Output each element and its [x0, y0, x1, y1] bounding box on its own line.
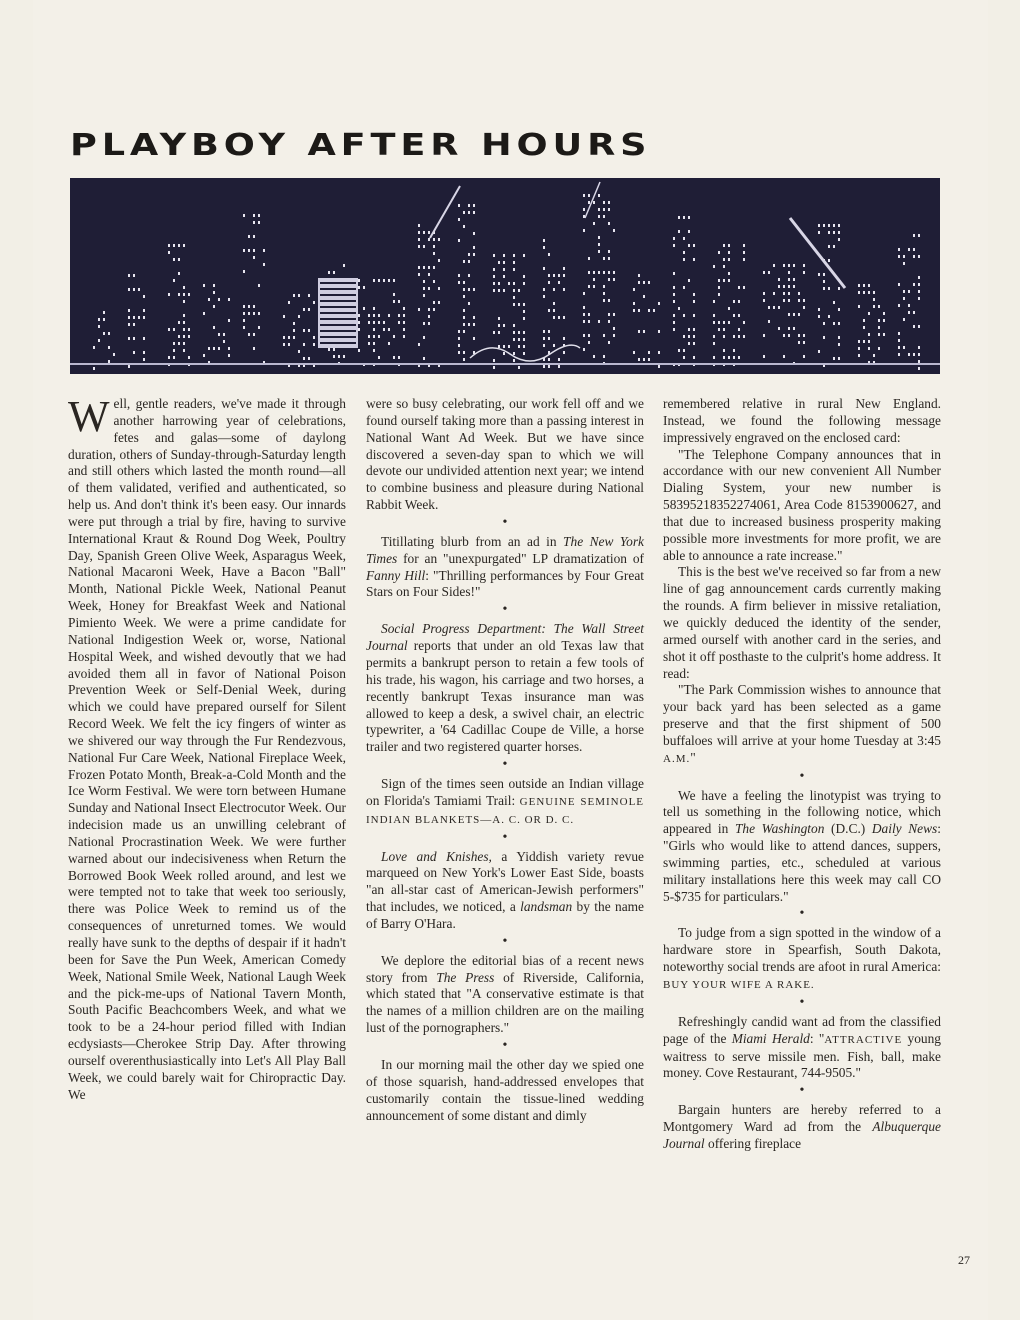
text-run: (D.C.): [824, 821, 872, 837]
text-run: reports that under an old Texas law that permits a bankrupt person to retain a few tools of his trade, his wagon, his carriage and two horses, a recently bankrupt Texas insurance man was allowed to keep a desk, a swivel chair, an electric typewriter, a '64 Cadillac Coupe de Ville, a horse trailer and two registered quarter horses.: [366, 638, 644, 755]
text-run: for an "unexpurgated" LP dramatization of: [397, 550, 644, 566]
city-skyline-image: [70, 178, 940, 374]
separator-dot: •: [799, 1083, 805, 1099]
separator-dot: •: [502, 829, 508, 845]
paragraph-text: remembered relative in rural New England. Instead, we found the following message impressively engraved on the enclosed card:: [663, 396, 941, 445]
separator-dot: •: [502, 933, 508, 949]
text-run: : "Girls who would like to attend dances, suppers, swimming parties, etc., scheduled at various military installations here this week may call CO 5-$735 for particulars.": [663, 821, 941, 904]
column-3: [663, 396, 941, 1153]
article-paragraph: [366, 849, 644, 933]
paragraph-text: "The Telephone Company announces that in accordance with our new convenient All Number Dialing System, your new number is 58395218352274061, Area Code 8153900627, and that due to increased business prosperity making possible more investments for more profit, we are able to announce a rate increase.": [663, 446, 941, 563]
article-paragraph: [663, 925, 941, 993]
paragraph-text: ell, gentle readers, we've made it through another harrowing year of celebrations, fetes and galas—some of daylong duration, others of Sunday-through-Saturday length and still others which lasted the month round—all of them validated, verified and authenticated, so help us. And don't think it's been easy. Our innards were put through a trial by fire, having to survive International Kraut & Round Dog Week, Poultry Day, Spanish Green Olive Week, Asparagus Week, National Macaroni Week, Have a Bacon "Ball" Month, National Pickle Week, National Peanut Week, Honey for Breakfast Week and National Pimiento Week. We were a prime candidate for National Indigestion Week or, worse, National Hospital Week, and wished devoutly that we had avoided them all in favor of National Poison Prevention Week or Self-Denial Week, during which we could have prepared ourself for Silent Record Week. We felt the icy fingers of winter as we shivered our way through the Fur Rendezvous, National Fur Care Week, National Fireplace Week, Frozen Potato Month, Break-a-Cold Month and the Ice Worm Festival. We were torn between Humane Sunday and National Insect Electrocutor Week. Our indecision made us an unwilling celebrant of National Procrastination Week. We were further warned about our indecisiveness when Return the Borrowed Book Week rolled around, and lest we were tempted not to take that week too seriously, there was Police Week to remind us of the consequences of unreturned tomes. We would really have sunk to the depths of despair if it hadn't been for Save the Pun Week, American Comedy Week, National Smile Week, National Laugh Week and the pick-me-ups of National Tavern Month, South Pacific Beachcombers Week, and what we took to be a 24-hour period filled with Indian ecdysiasts—Cherokee Strip Day. After throwing ourself overenthusiastically into Let's All Play Ball Week, we could barely wait for Chiropractic Day. We: [68, 396, 346, 1102]
article-paragraph: [366, 776, 644, 829]
article-paragraph: [663, 396, 941, 447]
italic-text: Miami Herald: [731, 1030, 810, 1046]
separator-dot: •: [502, 602, 508, 618]
text-run: : ": [809, 1030, 825, 1046]
text-run: a Yiddish variety revue marqueed on New York's Lower East Side, boasts "an all-star cast of American-Jewish performers" that includes, we noticed, a: [366, 848, 644, 915]
article-paragraph: [663, 447, 941, 565]
italic-text: Social Progress Department: The Wall Street Journal: [366, 621, 644, 654]
italic-text: Fanny Hill: [366, 567, 426, 583]
separator-dot: •: [799, 906, 805, 922]
text-run: of Riverside, California, which stated that "A conservative estimate is that the names of a million children are on the mailing lust of the pornographers.": [366, 969, 644, 1036]
text-run: To judge from a sign spotted in the window of a hardware store in Spearfish, South Dakota, noteworthy social trends are afoot in rural America:: [663, 925, 941, 975]
drop-cap: W: [68, 392, 110, 441]
page-title: PLAYBOY AFTER HOURS: [70, 128, 652, 163]
text-run: young waitress to serve missile men. Fish, ball, make money. Cove Restaurant, 744-9505.": [663, 1030, 941, 1081]
text-run: Sign of the times seen outside an Indian village on Florida's Tamiami Trail:: [366, 776, 644, 808]
small-caps-text: A.M.: [663, 752, 691, 765]
italic-text: The Washington: [734, 821, 825, 837]
text-run: Bargain hunters are hereby referred to a Montgomery Ward ad from the: [663, 1102, 941, 1135]
column-1: [68, 392, 346, 1103]
text-run: We have a feeling the linotypist was trying to tell us something in the following notice, which appeared in: [663, 787, 941, 837]
text-run: : "Thrilling performances by Four Great Stars on Four Sides!": [366, 567, 644, 600]
article-paragraph: [663, 1014, 941, 1082]
italic-text: The Press: [436, 969, 495, 985]
skyline-illustration: [70, 178, 940, 374]
italic-text: Albuquerque Journal: [663, 1119, 941, 1151]
small-caps-text: BUY YOUR WIFE A RAKE.: [663, 979, 815, 991]
page-number: 27: [958, 1253, 970, 1267]
small-caps-text: GENUINE SEMINOLE INDIAN BLANKETS—A. C. OR D. C.: [366, 795, 645, 826]
text-run: offering fireplace: [704, 1135, 802, 1151]
separator-dot: •: [502, 757, 508, 773]
text-run: Titillating blurb from an ad in: [381, 533, 564, 549]
article-paragraph: [366, 621, 644, 756]
article-paragraph: [663, 1102, 941, 1153]
text-run: Refreshingly candid want ad from the classified page of the: [663, 1013, 941, 1046]
article-paragraph: [663, 564, 941, 682]
separator-dot: •: [502, 1038, 508, 1053]
article-paragraph: [366, 953, 644, 1037]
paragraph-text: In our morning mail the other day we spied one of those squarish, hand-addressed envelopes that customarily contain the tissue-lined wedding announcement of some distant and dimly: [366, 1057, 644, 1123]
text-run: We deplore the editorial bias of a recent news story from: [366, 952, 644, 985]
article-paragraph: [663, 682, 941, 767]
italic-text: Love and Knishes,: [381, 848, 492, 864]
text-run: "The Park Commission wishes to announce that your back yard has been selected as a game preserve and that the first shipment of 500 buffaloes will arrive at your home Tuesday at 3:45: [663, 682, 941, 748]
paragraph-text: This is the best we've received so far from a new line of gag announcement cards currently making the rounds. A firm believer in missive retaliation, we quickly deduced the identity of the sender, armed ourself with another card in the series, and shot it off posthaste to the culprit's home address. It read:: [663, 564, 941, 681]
italic-text: The New York Times: [366, 533, 644, 566]
text-run: by the name of Barry O'Hara.: [366, 899, 644, 931]
paragraph-text: were so busy celebrating, our work fell off and we found ourself taking more than a passing interest in National Want Ad Week. But we have since discovered a seven-day span to which we will devote our undivided attention next year; we intend to combine business and pleasure during National Rabbit Week.: [366, 396, 644, 513]
small-caps-text: ATTRACTIVE: [824, 1033, 903, 1046]
column-2: [366, 396, 644, 1124]
italic-text: Daily News: [871, 821, 938, 837]
separator-dot: •: [799, 994, 805, 1010]
separator-dot: •: [502, 514, 508, 530]
separator-dot: •: [799, 768, 805, 784]
article-paragraph: [366, 534, 644, 601]
article-paragraph: [366, 396, 644, 514]
article-paragraph: [366, 1057, 644, 1124]
article-paragraph: [68, 392, 346, 1103]
article-paragraph: [663, 788, 941, 906]
italic-text: landsman: [520, 899, 573, 915]
text-run: ": [690, 749, 696, 765]
